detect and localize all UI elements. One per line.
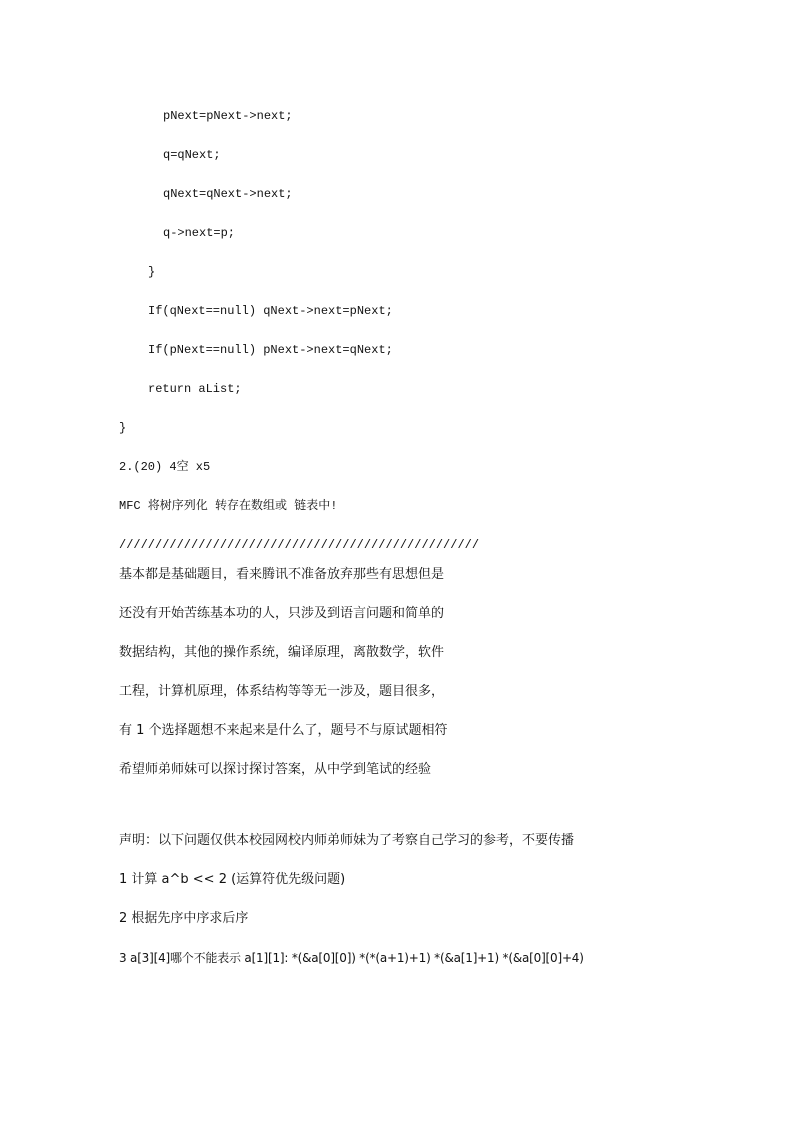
code-line: q=qNext;: [163, 148, 221, 162]
code-line: }: [119, 421, 127, 435]
code-line: q->next=p;: [163, 226, 236, 240]
code-line: If(qNext==null) qNext->next=pNext;: [148, 304, 393, 318]
separator-line: //////////////////////////////////////////////////: [119, 538, 480, 552]
question-header: 2.(20) 4空 x5: [119, 460, 211, 474]
code-line: }: [148, 265, 156, 279]
code-line: If(pNext==null) pNext->next=qNext;: [148, 343, 393, 357]
question-item: 1 计算 a^b << 2 (运算符优先级问题): [119, 872, 346, 887]
commentary-line: 数据结构，其他的操作系统，编译原理，离散数学，软件: [119, 645, 445, 660]
question-text: MFC 将树序列化 转存在数组或 链表中!: [119, 499, 338, 513]
code-line: pNext=pNext->next;: [163, 109, 293, 123]
code-line: qNext=qNext->next;: [163, 187, 293, 201]
code-line: return aList;: [148, 382, 242, 396]
commentary-line: 基本都是基础题目，看来腾讯不准备放弃那些有思想但是: [119, 567, 445, 582]
question-item: 2 根据先序中序求后序: [119, 911, 249, 926]
notice-text: 声明：以下问题仅供本校园网校内师弟师妹为了考察自己学习的参考，不要传播: [119, 833, 575, 848]
commentary-line: 工程，计算机原理，体系结构等等无一涉及，题目很多，: [119, 684, 445, 699]
commentary-line: 希望师弟师妹可以探讨探讨答案，从中学到笔试的经验: [119, 762, 432, 777]
commentary-line: 有 1 个选择题想不来起来是什么了，题号不与原试题相符: [119, 723, 448, 738]
commentary-line: 还没有开始苦练基本功的人，只涉及到语言问题和简单的: [119, 606, 445, 621]
question-item: 3 a[3][4]哪个不能表示 a[1][1]: *(&a[0][0]) *(*(a+1)+1) *(&a[1]+1) *(&a[0][0]+4): [119, 951, 584, 965]
